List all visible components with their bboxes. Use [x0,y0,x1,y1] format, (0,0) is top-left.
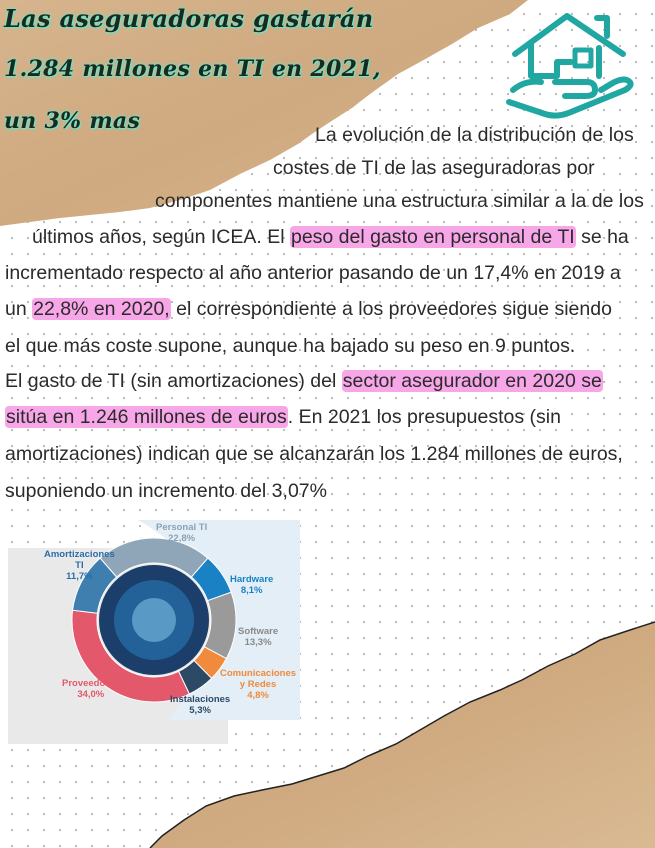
label-hardware-name: Hardware [230,574,274,585]
label-comunicaciones-name-2: y Redes [239,679,277,690]
value-hardware: 8,1% [240,585,263,596]
paragraph-line-3: componentes mantiene una estructura similar a la de los [155,190,644,212]
label-proveedores-name: Proveedores [62,678,120,689]
label-instalaciones-name: Instalaciones [170,694,231,705]
title-line-1: Las aseguradoras gastarán [4,4,374,33]
highlight-personal-ti: peso del gasto en personal de TI [290,226,575,248]
text-segment: El gasto de TI (sin amortizaciones) del [5,370,342,392]
highlight-gasto-total: sitúa en 1.246 millones de euros [6,406,287,428]
text-segment: el correspondiente a los proveedores sigue siendo [170,298,612,320]
title-line-3: un 3% mas [4,108,141,134]
label-software-name: Software [238,626,279,637]
text-segment: . En 2021 los presupuestos (sin [287,406,561,428]
value-comunicaciones: 4,8% [247,690,269,701]
text-segment: un [5,298,33,320]
label-comunicaciones [220,668,296,701]
paragraph-line-6 [5,298,612,321]
value-proveedores: 34,0% [77,689,105,700]
value-software: 13,3% [244,637,272,648]
label-amortizaciones-name-2: TI [75,560,84,571]
label-software [238,626,278,648]
it-costs-donut-chart [8,520,300,728]
paragraph-line-11: suponiendo un incremento del 3,07% [5,480,327,502]
title-line-2: 1.284 millones en TI en 2021, [4,56,381,82]
label-personal-name: Personal TI [156,522,208,533]
donut-slice-software [204,592,236,658]
center-highlight [132,598,176,642]
label-proveedores [62,678,120,700]
label-instalaciones [170,694,230,716]
paragraph-line-2: costes de TI de las aseguradoras por [273,157,595,179]
paragraph-line-4 [32,226,629,249]
value-instalaciones: 5,3% [189,705,211,716]
text-segment: últimos años, según ICEA. El [32,226,290,248]
label-amortizaciones-name-1: Amortizaciones [44,549,115,560]
highlight-sector-asegurador: sector asegurador en 2020 se [342,370,602,392]
paragraph-line-10: amortizaciones) indican que se alcanzarán los 1.284 millones de euros, [5,443,623,465]
paragraph-line-1: La evolución de la distribución de los [315,124,634,146]
paragraph-line-7: el que más coste supone, aunque ha bajado su peso en 9 puntos. [5,335,576,357]
label-comunicaciones-name-1: Comunicaciones [220,668,297,679]
label-amortizaciones [44,549,115,582]
paragraph-line-9 [5,406,561,429]
highlight-percentage-2020: 22,8% en 2020, [33,298,170,320]
label-personal [156,522,207,544]
label-hardware [230,574,273,596]
text-segment: se ha [575,226,629,248]
value-amortizaciones: 11,7% [66,571,93,582]
paragraph-line-8 [5,370,603,393]
value-personal: 22,8% [168,533,196,544]
house-in-hand-icon [505,10,640,120]
paragraph-line-5: incrementado respecto al año anterior pasando de un 17,4% en 2019 a [5,262,621,284]
